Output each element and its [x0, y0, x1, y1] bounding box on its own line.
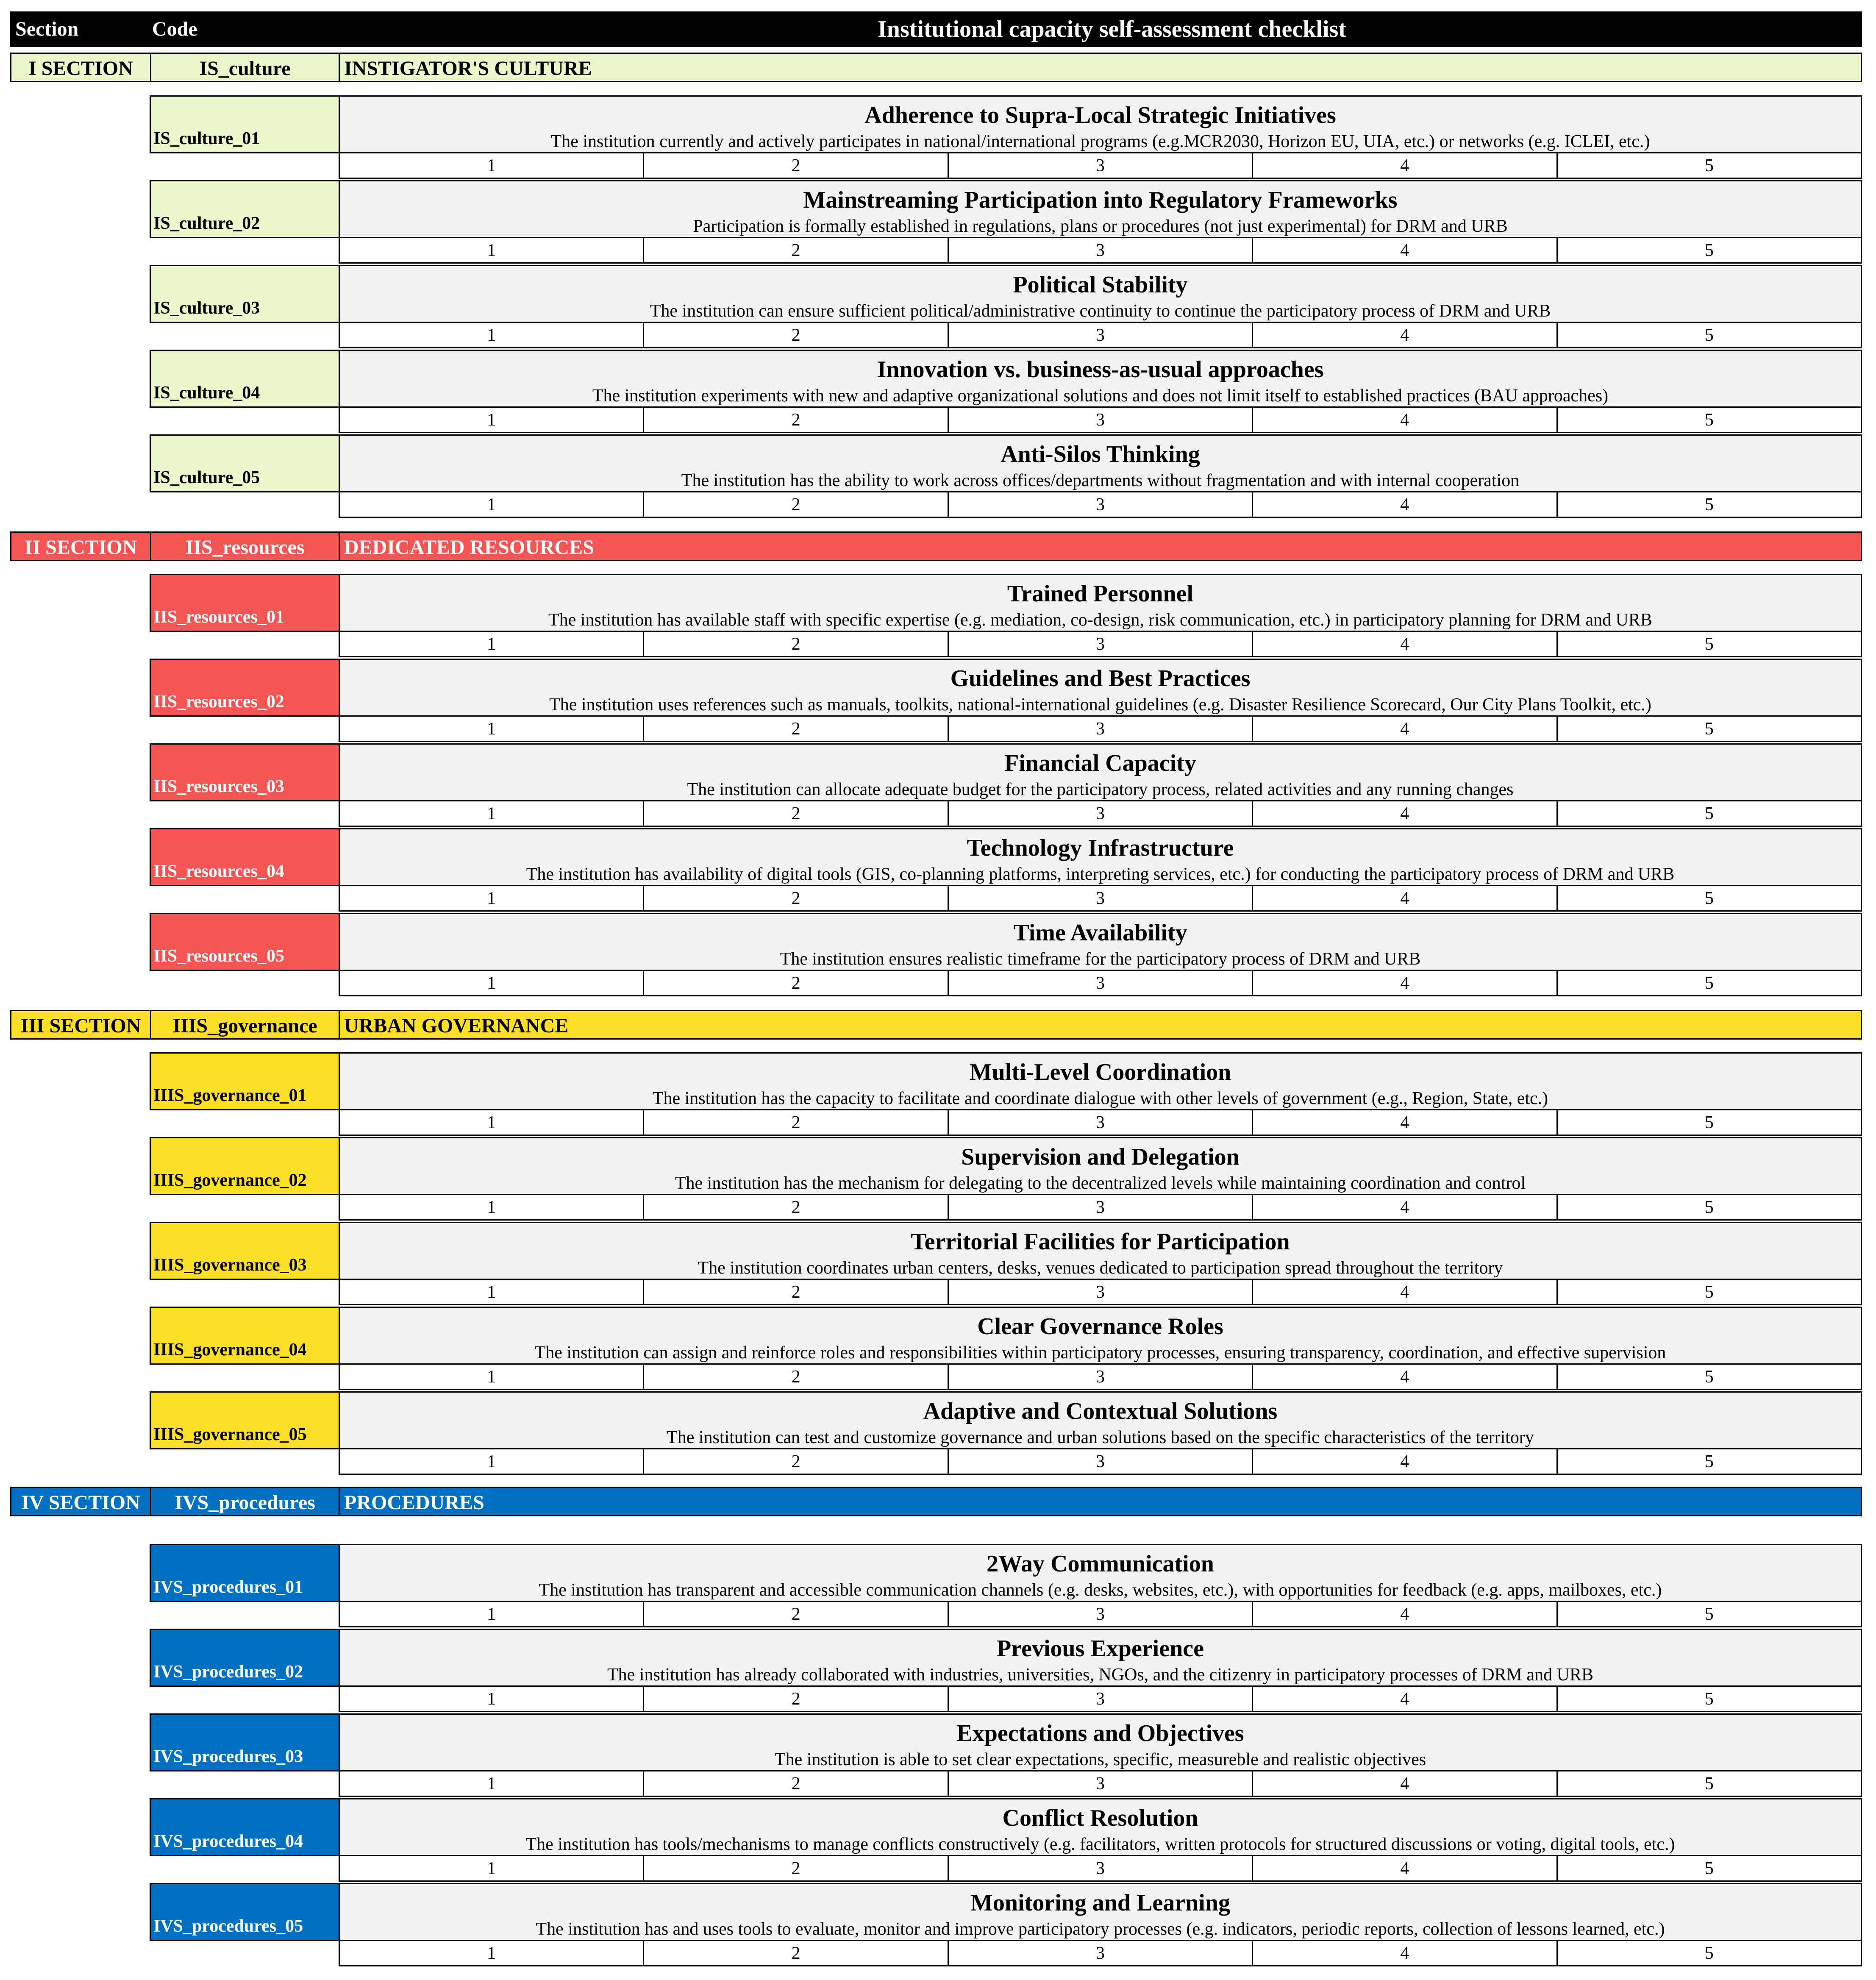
rating-option-4[interactable]: 4 [1253, 801, 1557, 826]
rating-option-1[interactable]: 1 [340, 1941, 644, 1965]
rating-option-1[interactable]: 1 [340, 1449, 644, 1474]
item-description: The institution has tools/mechanisms to manage conflicts constructively (e.g. facilitators, written protocols for structured discussions or voting, digital tools, etc.) [525, 1835, 1675, 1854]
item-title: Technology Infrastructure [967, 835, 1234, 861]
section-column-header: Section [15, 18, 79, 40]
item-description: The institution has the capacity to facilitate and coordinate dialogue with other levels of government (e.g., Region, State, etc.) [652, 1089, 1548, 1108]
rating-option-4[interactable]: 4 [1253, 492, 1557, 517]
checklist-item [150, 1544, 1862, 1629]
rating-option-5[interactable]: 5 [1704, 495, 1714, 514]
item-description-cell [339, 180, 1862, 238]
item-code: IVS_procedures_02 [150, 1629, 339, 1687]
item-description-cell [339, 1222, 1862, 1280]
section-band-I [10, 53, 1862, 82]
item-code: IIS_resources_01 [150, 574, 339, 632]
item-code: IIIS_governance_05 [150, 1391, 339, 1449]
section-label: II SECTION [10, 531, 150, 561]
rating-option-3[interactable]: 3 [949, 492, 1253, 517]
item-code: IIIS_governance_04 [150, 1307, 339, 1365]
rating-scale [339, 1770, 1862, 1797]
rating-scale [339, 152, 1862, 179]
item-code: IIS_resources_04 [150, 828, 339, 886]
item-description: The institution can test and customize governance and urban solutions based on the specific characteristics of the territory [667, 1428, 1534, 1447]
checklist-item [150, 1137, 1862, 1222]
item-code: IIIS_governance_03 [150, 1222, 339, 1280]
item-description-cell [339, 743, 1862, 801]
item-title: Mainstreaming Participation into Regulatory Frameworks [803, 187, 1398, 213]
section-band-III [10, 1010, 1862, 1040]
rating-option-3[interactable]: 3 [949, 886, 1253, 910]
rating-option-2[interactable]: 2 [644, 1771, 948, 1796]
section-code: IIS_resources [150, 531, 339, 561]
rating-option-2[interactable]: 2 [644, 801, 948, 826]
item-description: The institution experiments with new and adaptive organizational solutions and does not limit itself to established practices (BAU approaches) [592, 386, 1609, 406]
rating-option-5[interactable]: 5 [1704, 1282, 1714, 1302]
section-name: DEDICATED RESOURCES [339, 531, 1862, 561]
item-description: The institution can ensure sufficient political/administrative continuity to continue the participatory process of DRM and URB [650, 301, 1551, 321]
rating-option-5[interactable]: 5 [1704, 719, 1714, 739]
checklist-item [150, 1883, 1862, 1968]
rating-option-2[interactable]: 2 [644, 408, 948, 432]
item-description: The institution has availability of digital tools (GIS, co-planning platforms, interpreting services, etc.) for conducting the participatory process of DRM and URB [526, 865, 1675, 884]
checklist-item [150, 574, 1862, 659]
item-code: IS_culture_04 [150, 350, 339, 408]
rating-option-2[interactable]: 2 [644, 153, 948, 178]
item-description-cell [339, 1052, 1862, 1110]
item-title: Innovation vs. business-as-usual approaches [877, 356, 1324, 383]
rating-scale [339, 1363, 1862, 1390]
header-bar [10, 11, 1862, 47]
item-title: Supervision and Delegation [961, 1144, 1240, 1170]
rating-option-2[interactable]: 2 [644, 971, 948, 995]
rating-option-3[interactable]: 3 [949, 717, 1253, 741]
page-title: Institutional capacity self-assessment checklist [878, 16, 1346, 42]
rating-option-4[interactable]: 4 [1253, 971, 1557, 995]
rating-option-1[interactable]: 1 [340, 408, 644, 432]
item-description-cell [339, 350, 1862, 408]
section-code: IVS_procedures [150, 1487, 339, 1516]
item-description-cell [339, 1883, 1862, 1941]
item-description-cell [339, 913, 1862, 971]
item-title: Financial Capacity [1004, 750, 1196, 776]
checklist-item [150, 1222, 1862, 1307]
rating-option-5[interactable]: 5 [1704, 410, 1714, 430]
rating-scale [339, 1194, 1862, 1221]
rating-option-5[interactable]: 5 [1704, 1689, 1714, 1709]
rating-option-4[interactable]: 4 [1253, 1856, 1557, 1880]
item-description-cell [339, 1391, 1862, 1449]
rating-option-3[interactable]: 3 [949, 632, 1253, 656]
rating-option-4[interactable]: 4 [1253, 1771, 1557, 1796]
item-code: IVS_procedures_05 [150, 1883, 339, 1941]
section-code: IS_culture [150, 53, 339, 82]
rating-option-4[interactable]: 4 [1253, 886, 1557, 910]
item-title: Clear Governance Roles [977, 1313, 1223, 1340]
checklist-item [150, 1307, 1862, 1391]
rating-option-5[interactable]: 5 [1704, 1944, 1714, 1963]
rating-scale [339, 970, 1862, 996]
item-description-cell [339, 1307, 1862, 1365]
item-description-cell [339, 434, 1862, 492]
rating-option-3[interactable]: 3 [949, 408, 1253, 432]
rating-option-5[interactable]: 5 [1704, 325, 1714, 345]
rating-option-3[interactable]: 3 [949, 1110, 1253, 1135]
rating-option-2[interactable]: 2 [644, 1365, 948, 1389]
item-code: IIS_resources_03 [150, 743, 339, 801]
rating-option-4[interactable]: 4 [1253, 1280, 1557, 1304]
item-description: The institution has already collaborated with industries, universities, NGOs, and the citizenry in participatory processes of DRM and URB [607, 1665, 1593, 1685]
rating-option-4[interactable]: 4 [1253, 1602, 1557, 1626]
rating-option-5[interactable]: 5 [1704, 156, 1714, 175]
rating-scale [339, 1109, 1862, 1136]
item-description-cell [339, 265, 1862, 323]
rating-option-1[interactable]: 1 [340, 971, 644, 995]
rating-scale [339, 800, 1862, 827]
item-title: Anti-Silos Thinking [1001, 441, 1200, 467]
item-description-cell [339, 95, 1862, 153]
rating-option-3[interactable]: 3 [949, 323, 1253, 347]
rating-option-4[interactable]: 4 [1253, 153, 1557, 178]
item-code: IS_culture_05 [150, 434, 339, 492]
rating-option-1[interactable]: 1 [340, 238, 644, 262]
section-code: IIIS_governance [150, 1010, 339, 1040]
item-title: Multi-Level Coordination [969, 1059, 1231, 1085]
item-description: The institution can allocate adequate budget for the participatory process, related activities and any running changes [687, 780, 1514, 799]
rating-scale [339, 1279, 1862, 1305]
rating-option-3[interactable]: 3 [949, 1602, 1253, 1626]
rating-option-3[interactable]: 3 [949, 1771, 1253, 1796]
item-description: The institution has the mechanism for delegating to the decentralized levels while maintaining coordination and control [675, 1174, 1526, 1193]
section-band-II [10, 531, 1862, 561]
rating-option-2[interactable]: 2 [644, 1195, 948, 1219]
item-title: Territorial Facilities for Participation [911, 1229, 1290, 1255]
rating-option-1[interactable]: 1 [340, 717, 644, 741]
rating-option-2[interactable]: 2 [644, 886, 948, 910]
item-title: Previous Experience [997, 1635, 1204, 1662]
code-column-header: Code [152, 18, 197, 40]
rating-option-5[interactable]: 5 [1704, 1198, 1714, 1217]
item-title: Conflict Resolution [1002, 1805, 1198, 1831]
section-label: IV SECTION [10, 1487, 150, 1516]
rating-option-2[interactable]: 2 [644, 1449, 948, 1474]
item-code: IVS_procedures_04 [150, 1798, 339, 1856]
rating-option-5[interactable]: 5 [1704, 889, 1714, 908]
rating-option-2[interactable]: 2 [644, 1280, 948, 1304]
rating-option-4[interactable]: 4 [1253, 1687, 1557, 1711]
section-name: URBAN GOVERNANCE [339, 1010, 1862, 1040]
rating-option-5[interactable]: 5 [1704, 1774, 1714, 1794]
item-description: The institution has the ability to work across offices/departments without fragmentation and with internal cooperation [681, 471, 1520, 490]
rating-option-5[interactable]: 5 [1704, 634, 1714, 654]
rating-option-3[interactable]: 3 [949, 1280, 1253, 1304]
rating-option-3[interactable]: 3 [949, 153, 1253, 178]
item-code: IIS_resources_05 [150, 913, 339, 971]
rating-option-2[interactable]: 2 [644, 1110, 948, 1135]
item-code: IS_culture_02 [150, 180, 339, 238]
rating-option-3[interactable]: 3 [949, 1195, 1253, 1219]
rating-option-1[interactable]: 1 [340, 1280, 644, 1304]
rating-option-1[interactable]: 1 [340, 153, 644, 178]
rating-option-3[interactable]: 3 [949, 1941, 1253, 1965]
item-description-cell [339, 574, 1862, 632]
rating-scale [339, 715, 1862, 742]
checklist-item [150, 180, 1862, 265]
rating-option-4[interactable]: 4 [1253, 323, 1557, 347]
item-code: IVS_procedures_03 [150, 1713, 339, 1771]
rating-option-1[interactable]: 1 [340, 632, 644, 656]
rating-option-4[interactable]: 4 [1253, 632, 1557, 656]
rating-option-1[interactable]: 1 [340, 801, 644, 826]
rating-option-4[interactable]: 4 [1253, 1195, 1557, 1219]
rating-scale [339, 237, 1862, 264]
item-code: IIIS_governance_02 [150, 1137, 339, 1195]
item-description: The institution coordinates urban centers, desks, venues dedicated to participation spread throughout the territory [698, 1258, 1503, 1278]
rating-option-1[interactable]: 1 [340, 1195, 644, 1219]
rating-option-3[interactable]: 3 [949, 1687, 1253, 1711]
section-label: I SECTION [10, 53, 150, 82]
item-title: Trained Personnel [1007, 581, 1194, 607]
item-title: 2Way Communication [987, 1551, 1214, 1577]
checklist-item [150, 1798, 1862, 1883]
rating-option-5[interactable]: 5 [1704, 1859, 1714, 1878]
rating-scale [339, 1601, 1862, 1627]
rating-scale [339, 491, 1862, 518]
rating-option-1[interactable]: 1 [340, 1365, 644, 1389]
checklist-item [150, 1629, 1862, 1713]
rating-option-2[interactable]: 2 [644, 1687, 948, 1711]
item-description: The institution uses references such as manuals, toolkits, national-international guidelines (e.g. Disaster Resilience Scorecard, Our City Plans Toolkit, etc.) [549, 695, 1651, 715]
item-description-cell [339, 1713, 1862, 1771]
rating-option-3[interactable]: 3 [949, 1449, 1253, 1474]
rating-scale [339, 1448, 1862, 1475]
rating-option-1[interactable]: 1 [340, 1771, 644, 1796]
item-code: IVS_procedures_01 [150, 1544, 339, 1602]
checklist-item [150, 1713, 1862, 1798]
rating-option-4[interactable]: 4 [1253, 1449, 1557, 1474]
rating-scale [339, 631, 1862, 657]
rating-option-2[interactable]: 2 [644, 238, 948, 262]
item-description-cell [339, 1137, 1862, 1195]
item-title: Guidelines and Best Practices [950, 665, 1251, 692]
item-code: IIIS_governance_01 [150, 1052, 339, 1110]
rating-option-4[interactable]: 4 [1253, 1365, 1557, 1389]
rating-option-1[interactable]: 1 [340, 1687, 644, 1711]
item-title: Expectations and Objectives [956, 1720, 1244, 1746]
checklist-item [150, 1052, 1862, 1137]
rating-option-1[interactable]: 1 [340, 1602, 644, 1626]
item-description: The institution is able to set clear expectations, specific, measureble and realistic objectives [774, 1750, 1426, 1769]
rating-option-5[interactable]: 5 [1704, 241, 1714, 260]
rating-option-3[interactable]: 3 [949, 1365, 1253, 1389]
rating-scale [339, 1940, 1862, 1966]
rating-option-5[interactable]: 5 [1704, 1605, 1714, 1624]
rating-option-1[interactable]: 1 [340, 323, 644, 347]
rating-option-5[interactable]: 5 [1704, 1113, 1714, 1132]
rating-scale [339, 406, 1862, 433]
rating-option-3[interactable]: 3 [949, 801, 1253, 826]
rating-scale [339, 322, 1862, 348]
item-description: The institution ensures realistic timeframe for the participatory process of DRM and URB [780, 949, 1421, 969]
checklist-item [150, 434, 1862, 519]
rating-option-4[interactable]: 4 [1253, 238, 1557, 262]
rating-option-5[interactable]: 5 [1704, 1452, 1714, 1471]
rating-option-3[interactable]: 3 [949, 1856, 1253, 1880]
rating-option-2[interactable]: 2 [644, 1856, 948, 1880]
rating-option-1[interactable]: 1 [340, 1110, 644, 1135]
rating-option-3[interactable]: 3 [949, 971, 1253, 995]
rating-option-4[interactable]: 4 [1253, 1110, 1557, 1135]
rating-option-5[interactable]: 5 [1704, 1367, 1714, 1387]
rating-option-1[interactable]: 1 [340, 492, 644, 517]
item-description: The institution currently and actively participates in national/international programs (e.g.MCR2030, Horizon EU, UIA, etc.) or networks (e.g. ICLEI, etc.) [550, 132, 1650, 151]
item-title: Monitoring and Learning [970, 1890, 1230, 1916]
rating-option-1[interactable]: 1 [340, 886, 644, 910]
item-description-cell [339, 828, 1862, 886]
item-description: The institution has available staff with specific expertise (e.g. mediation, co-design, risk communication, etc.) in participatory planning for DRM and URB [548, 610, 1652, 630]
item-description: The institution has transparent and accessible communication channels (e.g. desks, websites, etc.), with opportunities for feedback (e.g. apps, mailboxes, etc.) [539, 1580, 1662, 1600]
rating-option-4[interactable]: 4 [1253, 1941, 1557, 1965]
rating-option-4[interactable]: 4 [1253, 717, 1557, 741]
item-title: Adherence to Supra-Local Strategic Initiatives [864, 102, 1336, 128]
section-name: INSTIGATOR'S CULTURE [339, 53, 1862, 82]
rating-option-2[interactable]: 2 [644, 492, 948, 517]
item-description-cell [339, 1629, 1862, 1687]
item-title: Political Stability [1013, 272, 1188, 298]
rating-option-4[interactable]: 4 [1253, 408, 1557, 432]
rating-option-2[interactable]: 2 [644, 1941, 948, 1965]
section-label: III SECTION [10, 1010, 150, 1040]
checklist-item [150, 913, 1862, 998]
rating-option-1[interactable]: 1 [340, 1856, 644, 1880]
section-name: PROCEDURES [339, 1487, 1862, 1516]
rating-option-2[interactable]: 2 [644, 717, 948, 741]
item-description: The institution has and uses tools to evaluate, monitor and improve participatory processes (e.g. indicators, periodic reports, collection of lessons learned, etc.) [536, 1919, 1665, 1939]
item-code: IS_culture_03 [150, 265, 339, 323]
checklist-item [150, 95, 1862, 180]
item-description: Participation is formally established in regulations, plans or procedures (not just experimental) for DRM and URB [693, 217, 1508, 236]
item-description-cell [339, 659, 1862, 717]
item-description: The institution can assign and reinforce roles and responsibilities within participatory processes, ensuring transparency, coordination, and effective supervision [534, 1343, 1666, 1363]
section-band-IV [10, 1487, 1862, 1516]
rating-option-2[interactable]: 2 [644, 323, 948, 347]
rating-option-5[interactable]: 5 [1704, 973, 1714, 993]
rating-option-3[interactable]: 3 [949, 238, 1253, 262]
item-title: Time Availability [1013, 920, 1187, 946]
rating-option-2[interactable]: 2 [644, 632, 948, 656]
checklist-item [150, 659, 1862, 743]
rating-scale [339, 1855, 1862, 1882]
rating-scale [339, 1685, 1862, 1712]
checklist-item [150, 743, 1862, 828]
item-code: IIS_resources_02 [150, 659, 339, 717]
checklist-item [150, 828, 1862, 913]
rating-scale [339, 885, 1862, 912]
item-title: Adaptive and Contextual Solutions [923, 1398, 1278, 1424]
rating-option-2[interactable]: 2 [644, 1602, 948, 1626]
item-description-cell [339, 1544, 1862, 1602]
item-description-cell [339, 1798, 1862, 1856]
checklist-item [150, 350, 1862, 434]
checklist-item [150, 265, 1862, 350]
checklist-item [150, 1391, 1862, 1476]
rating-option-5[interactable]: 5 [1704, 804, 1714, 823]
item-code: IS_culture_01 [150, 95, 339, 153]
